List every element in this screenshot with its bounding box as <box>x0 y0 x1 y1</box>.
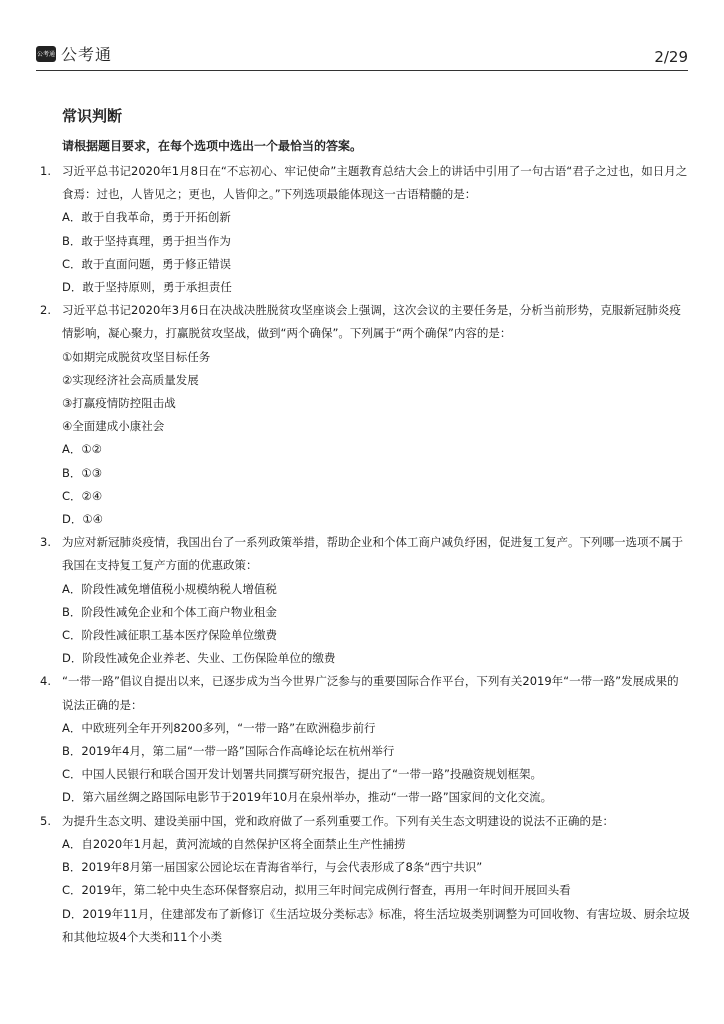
logo-icon: 公考通 <box>36 46 56 62</box>
answer-option: B．敢于坚持真理，勇于担当作为 <box>62 233 231 248</box>
question-4 <box>40 670 690 809</box>
answer-option: B．2019年8月第一届国家公园论坛在青海省举行，与会代表形成了8条“西宁共识” <box>62 860 483 875</box>
answer-option: C．阶段性减征职工基本医疗保险单位缴费 <box>62 628 278 643</box>
question-1 <box>40 160 690 299</box>
question-stem: 为应对新冠肺炎疫情，我国出台了一系列政策举措，帮助企业和个体工商户减负纾困，促进复工复产。下列哪一选项不属于我国在支持复工复产方面的优惠政策： <box>62 535 683 573</box>
answer-option: C．2019年，第二轮中央生态环保督察启动，拟用三年时间完成例行督查，再用一年时间开展回头看 <box>62 883 571 898</box>
page-number: 2/29 <box>654 48 688 66</box>
question-number: 1. <box>40 164 51 178</box>
question-5 <box>40 810 690 949</box>
logo-text: 公考通 <box>61 45 113 64</box>
question-statement: ③打赢疫情防控阻击战 <box>62 396 176 411</box>
answer-option: B．①③ <box>62 465 103 480</box>
answer-option: D．第六届丝绸之路国际电影节于2019年10月在泉州举办，推动“一带一路”国家间的文化交流。 <box>62 790 553 805</box>
answer-option: D．阶段性减免企业养老、失业、工伤保险单位的缴费 <box>62 651 336 666</box>
answer-option: D．2019年11月，住建部发布了新修订《生活垃圾分类标志》标准，将生活垃圾类别调整为可回收物、有害垃圾、厨余垃圾和其他垃圾4个大类和11个小类 <box>62 906 690 944</box>
answer-option: A．自2020年1月起，黄河流域的自然保护区将全面禁止生产性捕捞 <box>62 836 406 851</box>
answer-option: A．阶段性减免增值税小规模纳税人增值税 <box>62 581 277 596</box>
question-list <box>40 160 690 949</box>
question-2 <box>40 299 690 531</box>
question-stem: 习近平总书记2020年3月6日在决战决胜脱贫攻坚座谈会上强调，这次会议的主要任务是，分析当前形势，克服新冠肺炎疫情影响，凝心聚力，打赢脱贫攻坚战，做到“两个确保”。下列属于“两个确保”内容的是： <box>62 303 681 341</box>
answer-option: C．敢于直面问题，勇于修正错误 <box>62 256 232 271</box>
question-statement: ②实现经济社会高质量发展 <box>62 372 199 387</box>
brand-logo <box>36 42 112 65</box>
section-title: 常识判断 <box>62 107 123 125</box>
answer-option: C．中国人民银行和联合国开发计划署共同撰写研究报告，提出了“一带一路”投融资规划框架。 <box>62 767 542 782</box>
answer-option: A．中欧班列全年开列8200多列，“一带一路”在欧洲稳步前行 <box>62 720 376 735</box>
question-stem: 为提升生态文明、建设美丽中国，党和政府做了一系列重要工作。下列有关生态文明建设的说法不正确的是： <box>62 813 614 828</box>
question-statement: ④全面建成小康社会 <box>62 419 165 434</box>
page-header <box>36 40 688 68</box>
answer-option: D．①④ <box>62 512 103 527</box>
section-instruction: 请根据题目要求，在每个选项中选出一个最恰当的答案。 <box>62 139 363 153</box>
question-number: 5. <box>40 813 51 828</box>
question-number: 2. <box>40 303 51 318</box>
answer-option: C．②④ <box>62 488 103 503</box>
question-stem: 习近平总书记2020年1月8日在“不忘初心、牢记使命”主题教育总结大会上的讲话中引用了一句古语“君子之过也，如日月之食焉：过也，人皆见之；更也，人皆仰之。”下列选项最能体现这一古语精髓的是： <box>62 164 688 202</box>
question-3 <box>40 531 690 670</box>
answer-option: A．敢于自我革命，勇于开拓创新 <box>62 210 231 225</box>
question-number: 3. <box>40 535 51 550</box>
answer-option: B．2019年4月，第二届“一带一路”国际合作高峰论坛在杭州举行 <box>62 744 395 759</box>
answer-option: A．①② <box>62 442 102 457</box>
question-statement: ①如期完成脱贫攻坚目标任务 <box>62 349 211 364</box>
question-number: 4. <box>40 674 51 689</box>
answer-option: B．阶段性减免企业和个体工商户物业租金 <box>62 604 277 619</box>
question-stem: “一带一路”倡议自提出以来，已逐步成为当今世界广泛参与的重要国际合作平台，下列有关2019年“一带一路”发展成果的说法正确的是： <box>62 674 679 712</box>
header-divider <box>36 70 688 71</box>
answer-option: D．敢于坚持原则，勇于承担责任 <box>62 280 232 295</box>
